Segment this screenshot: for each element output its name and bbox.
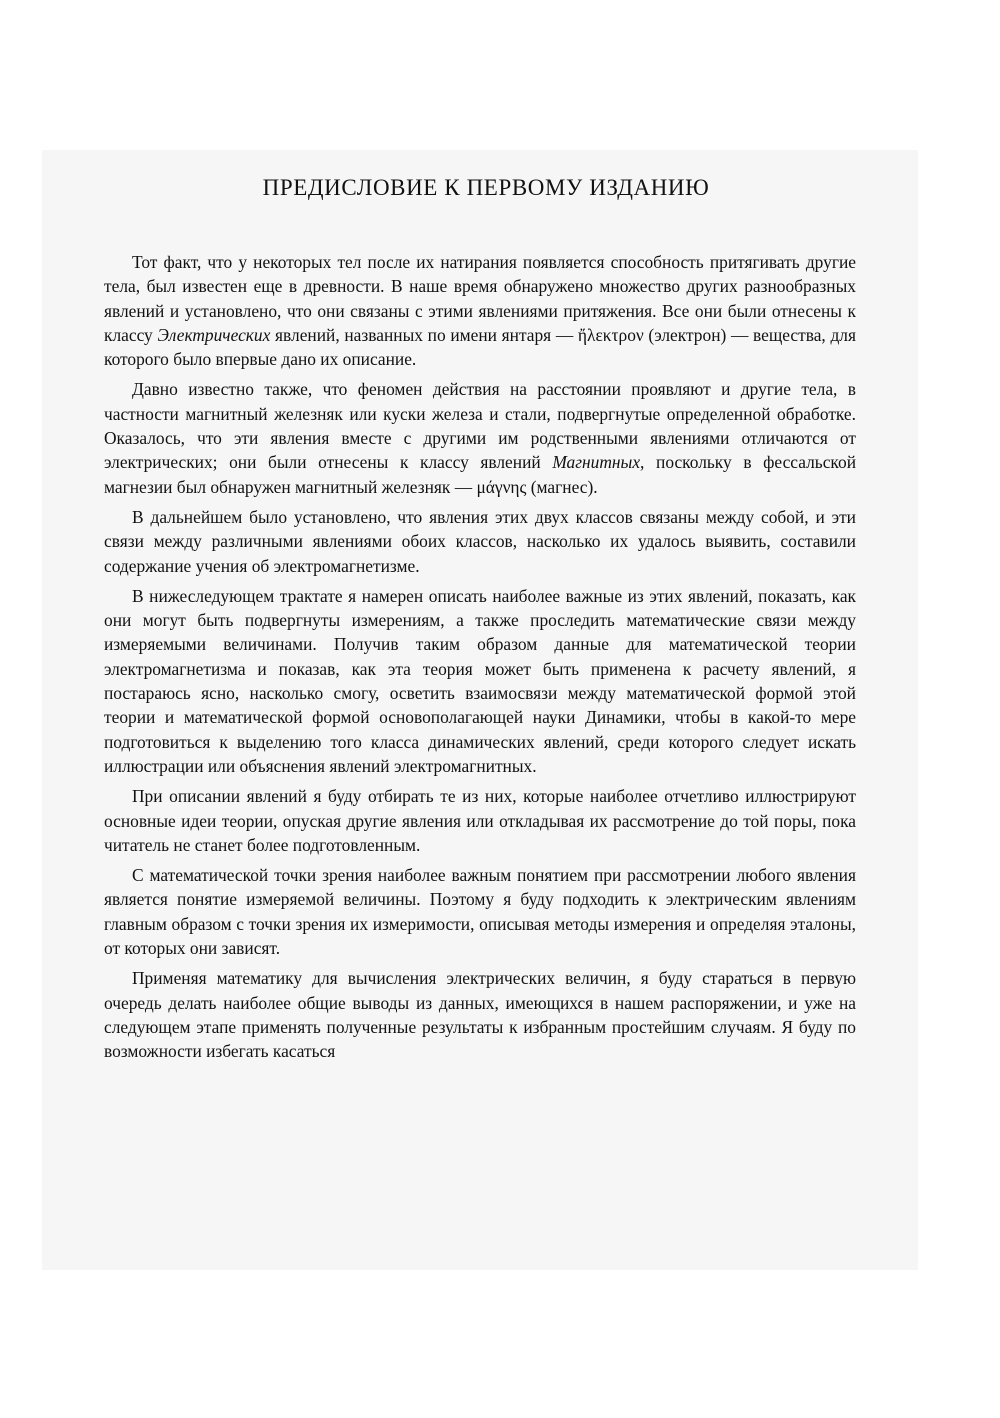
paragraph-2-italic-term: Магнитных xyxy=(552,452,641,473)
paragraph-3 xyxy=(104,505,856,578)
paragraph-7-text: Применяя математику для вычисления электрических величин, я буду стараться в первую очередь делать наиболее общие выводы из данных, имеющихся в нашем распоряжении, и уже на следующем этапе применять полученные результаты к избранным простейшим случаям. Я буду по возможности избегать касаться xyxy=(104,968,856,1062)
paragraph-3-text: В дальнейшем было установлено, что явления этих двух классов связаны между собой, и эти связи между различными явлениями обоих классов, насколько их удалось выявить, составили содержание учения об электромагнетизме. xyxy=(104,506,856,576)
page-content xyxy=(104,170,856,1070)
paragraph-2-text-2: , поскольку в фессальской магнезии был обнаружен магнитный железняк — μάγνης (магнес). xyxy=(104,452,856,497)
paragraph-2 xyxy=(104,377,856,498)
paragraph-4 xyxy=(104,584,856,778)
paragraph-1-text-2: явлений, названных по имени янтаря — ἤλεκτρον (электрон) — вещества, для которого было впервые дано их описание. xyxy=(104,324,856,370)
paragraph-6-text: С математической точки зрения наиболее важным понятием при рассмотрении любого явления является понятие измеряемой величины. Поэтому я буду подходить к электрическим явлениям главным образом с точки зрения их измеримости, описывая методы измерения и определяя эталоны, от которых они зависят. xyxy=(104,865,856,959)
paragraph-5 xyxy=(104,784,856,857)
paragraph-4-text: В нижеследующем трактате я намерен описать наиболее важные из этих явлений, показать, как они могут быть подвергнуты измерениям, а также проследить математические связи между измеряемыми величинами. Получив таким образом данные для математической теории электромагнетизма и показав, как эта теория может быть применена к расчету явлений, я постараюсь ясно, насколько смогу, осветить взаимосвязи между математической формой этой теории и математической формой основополагающей науки Динамики, чтобы в какой-то мере подготовиться к выделению того класса динамических явлений, среди которого следует искать иллюстрации или объяснения явлений электромагнитных. xyxy=(104,585,856,776)
paragraph-1 xyxy=(104,250,856,371)
paragraph-1-italic-term: Электрических xyxy=(157,324,271,345)
page-title: ПРЕДИСЛОВИЕ К ПЕРВОМУ ИЗДАНИЮ xyxy=(262,175,710,200)
paragraph-5-text: При описании явлений я буду отбирать те из них, которые наиболее отчетливо иллюстрируют основные идеи теории, опуская другие явления или откладывая их рассмотрение до той поры, пока читатель не станет более подготовленным. xyxy=(104,786,856,855)
paragraph-6 xyxy=(104,863,856,960)
paragraph-7 xyxy=(104,966,856,1063)
paragraph-1-text-1: Тот факт, что у некоторых тел после их натирания появляется способность притягивать другие тела, был известен еще в древности. В наше время обнаружено множество других разнообразных явлений и установлено, что они связаны с этими явлениями притяжения. Все они были отнесены к классу xyxy=(104,252,856,345)
paragraph-2-text-1: Давно известно также, что феномен действия на расстоянии проявляют и другие тела, в частности магнитный железняк или куски железа и стали, подвергнутые определенной обработке. Оказалось, что эти явления вместе с другими им родственными явлениями отличаются от электрических; они были отнесены к классу явлений xyxy=(104,379,856,473)
